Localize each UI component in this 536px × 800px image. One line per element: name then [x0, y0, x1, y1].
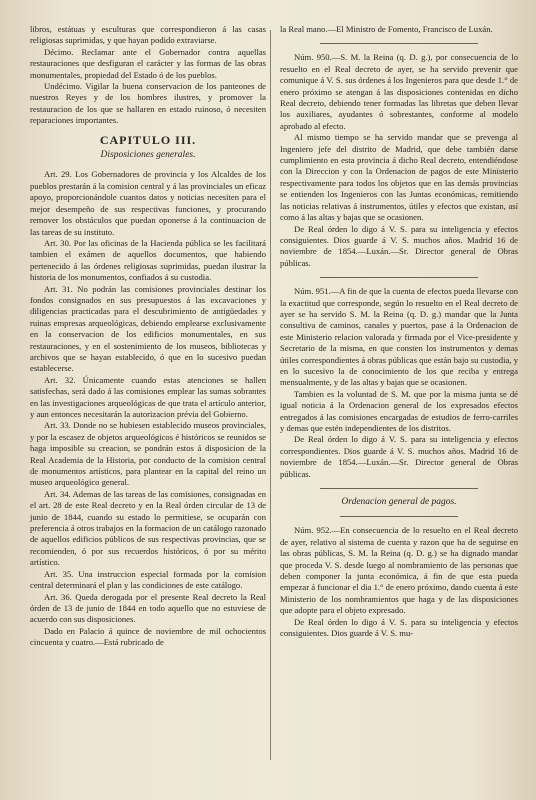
- chapter-title: CAPITULO III.: [99, 132, 197, 147]
- section-rule: [320, 43, 478, 44]
- column-divider: [270, 30, 271, 760]
- paragraph-decimo: Décimo. Reclamar ante el Gobernador contra aquellas restauraciones que desfiguran el carácter y las formas de las obras monumentales, propiedad del Estado ó de los pueblos.: [30, 46, 266, 80]
- entry-950: Núm. 950.—S. M. la Reina (q. D. g.), por consecuencia de lo resuelto en el Real decreto de ayer, se ha servido prevenir que comunique á V. S. sus órdenes á los Ingenieros para que desde 1.° de enero próximo se atengan á las disposiciones contenidas en dicho Real decreto, debiendo tener formadas las libretas que deben llevar los auxiliares, ayudantes ó sobrestantes, conforme al modelo aprobado al efecto.: [280, 52, 518, 131]
- entry-950-closing: De Real órden lo digo á V. S. para su inteligencia y efectos consiguientes. Dios guarde á V. S. muchos años. Madrid 16 de noviembre de 1854.—Luxán.—Sr. Director general de Obras públicas.: [280, 223, 518, 268]
- signature-line: Dado en Palacio á quince de noviembre de mil ochocientos cincuenta y cuatro.—Está rubricado de: [30, 625, 266, 648]
- article-29: Art. 29. Los Gobernadores de provincia y los Alcaldes de los pueblos prestarán á la comision central y á las provinciales un eficaz apoyo, proporcionándole cuantos datos y noticias necesiten para el mejor desempeño de sus respectivas funciones, y procurando remover los obstáculos que puedan oponerse á la continuacion de las tareas de su instituto.: [30, 169, 266, 237]
- entry-951-continued: Tambien es la voluntad de S. M. que por la misma junta se dé igual noticia á la Ordenacion general de los expresados efectos entregados á las comisiones encargadas de estudios de ferro-carriles y demas que estén independientes de los distritos.: [280, 388, 518, 433]
- article-30: Art. 30. Por las oficinas de la Hacienda pública se les facilitará tambien el exámen de aquellos documentos, que habiendo pertenecido á las órdenes religiosas suprimidas, puedan ilustrar la historia de los monumentos, confiados á su custodia.: [30, 237, 266, 283]
- right-column: [280, 24, 518, 640]
- paragraph: libros, estátuas y esculturas que correspondieron á las casas religiosas suprimidas, y que hayan podido extraviarse.: [30, 24, 266, 46]
- article-36: Art. 36. Queda derogada por el presente Real decreto la Real órden de 13 de junio de 1844 en todo aquello que no estuviese de acuerdo con sus disposiciones.: [30, 591, 266, 625]
- article-33: Art. 33. Donde no se hubiesen establecido museos provinciales, y por la escasez de objetos arqueológicos é históricos se reunidos se haga imposible su creacion, se pondrán estos á disposicion de la Real Academia de la Historia, por conducto de la comision central de monumentos artísticos, para plantear en la capital del reino un museo arqueológico general.: [30, 420, 266, 488]
- entry-952-closing: De Real órden lo digo á V. S. para su inteligencia y efectos consiguientes. Dios guarde á V. S. mu-: [280, 616, 518, 639]
- article-31: Art. 31. No podrán las comisiones provinciales destinar los fondos consignados en sus presupuestos á las excavaciones y diligencias practicadas para el descubrimiento de antigüedades y ruinas empresas arqueológicas, debiendo emplearse exclusivamente en la conservacion de los edificios monumentales, en sus restauraciones, y en el sostenimiento de los museos, bibliotecas y archivos que se hayan establecido, ó que en lo sucesivo puedan establecerse.: [30, 283, 266, 374]
- section-rule: [320, 488, 478, 489]
- article-35: Art. 35. Una instruccion especial formada por la comision central determinará el plan y las condiciones de este catálogo.: [30, 568, 266, 591]
- entry-952: Núm. 952.—En consecuencia de lo resuelto en el Real decreto de ayer, relativo al sistema de cuenta y razon que ha de seguirse en las obras públicas, S. M. la Reina (q. D. g.) se ha dignado mandar que proceda V. S. desde luego al nombramiento de las personas que deben componer la junta económica, á fin de que esta pueda empezar á funcionar el dia 1.° de enero próximo, dando cuenta á este Ministerio de los nombramientos que haga y de las disposiciones que adopte para el objeto expresado.: [280, 525, 518, 616]
- paragraph-undecimo: Undécimo. Vigilar la buena conservacion de los panteones de nuestros Reyes y de los hombres ilustres, y promover la restauracion de los que se hallaren en estado ruinoso, ó necesiten reparaciones importantes.: [30, 81, 266, 126]
- entry-950-continued: Al mismo tiempo se ha servido mandar que se prevenga al Ingeniero jefe del distrito de Madrid, que debe también darse cumplimiento en esta provincia á dicho Real decreto, entendiéndose con la Direccion y con la Ordenacion de pagos de este Ministerio respectivamente para todos los objetos que en las demás provincias se entienden los Ingenieros con las Juntas económicas, remitiendo las noticias relativas á instrumentos, útiles y efectos que existan, así como á las altas y bajas que se ocasionen.: [280, 132, 518, 223]
- section-title: Ordenacion general de pagos.: [341, 497, 457, 508]
- left-column: [30, 24, 266, 649]
- section-rule: [340, 516, 458, 517]
- article-32: Art. 32. Únicamente cuando estas atenciones se hallen satisfechas, será dado á las comisiones emplear las sumas sobrantes en las investigaciones arqueológicas de que trata el artículo anterior, y aun entonces necesitarán la autorizacion prévia del Gobierno.: [30, 374, 266, 419]
- section-rule: [320, 277, 478, 278]
- chapter-subtitle: Disposiciones generales.: [100, 150, 196, 161]
- entry-951: Núm. 951.—A fin de que la cuenta de efectos pueda llevarse con la exactitud que corresponde, según lo resuelto en el Real decreto de ayer se ha servido S. M. la Reina (q. D. g.) mandar que la Junta consultiva de caminos, canales y puertos, pase á la Ordenacion de este Ministerio relacion valorada y firmada por el Vice-presidente y Secretario de la misma, en que consten los instrumentos y demas útiles correspondientes á obras públicas que están bajo su custodia, y en lo sucesivo la de conocimiento de los que reciba y entrega mensualmente, y de las altas y bajas que se ocasionen.: [280, 286, 518, 388]
- entry-951-closing: De Real órden lo digo á V. S. para su inteligencia y efectos correspondientes. Dios guarde á V. S. muchos años. Madrid 16 de noviembre de 1854.—Luxán.—Sr. Director general de Obras públicas.: [280, 434, 518, 479]
- article-34: Art. 34. Ademas de las tareas de las comisiones, consignadas en el art. 28 de este Real decreto y en la Real órden circular de 13 de junio de 1844, cuando su estado lo permitiese, se ocuparán con preferencia á otros trabajos en la formacion de un catálogo razonado de aquellos edificios públicos de sus respectivas provincias, que se recomienden, ó por sus recuerdos históricos, ó por su mérito artístico.: [30, 488, 266, 568]
- paragraph: la Real mano.—El Ministro de Fomento, Francisco de Luxán.: [280, 24, 493, 34]
